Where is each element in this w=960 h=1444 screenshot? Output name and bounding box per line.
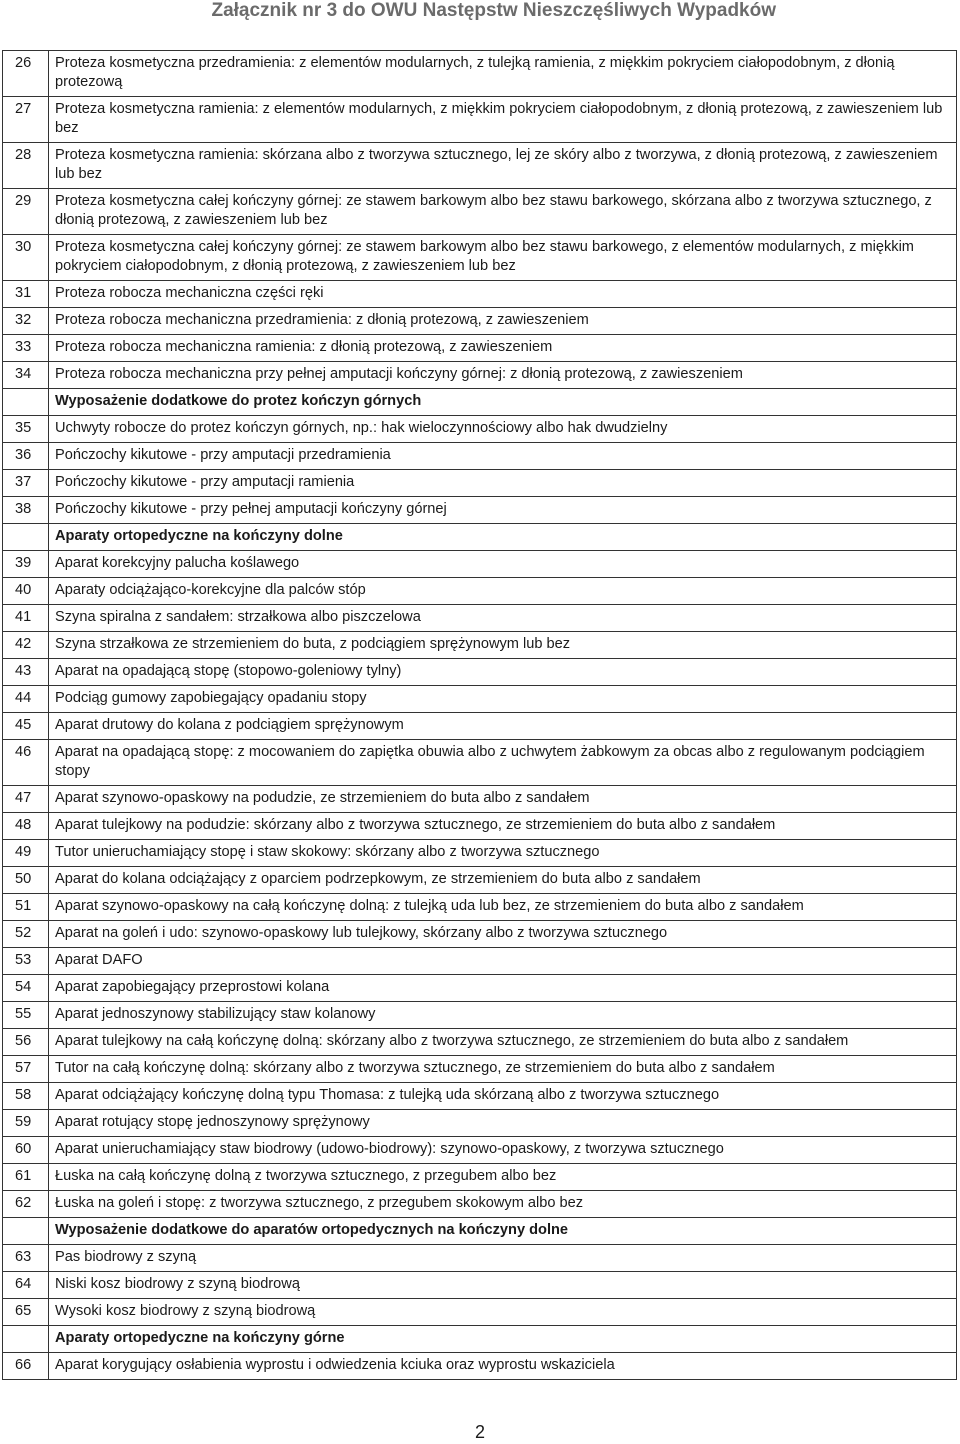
row-number: 35 (3, 416, 49, 443)
row-number: 63 (3, 1245, 49, 1272)
table-row (3, 470, 957, 497)
row-description: Wysoki kosz biodrowy z szyną biodrową (49, 1299, 957, 1326)
table-row (3, 894, 957, 921)
row-number (3, 1326, 49, 1353)
row-description: Pończochy kikutowe - przy pełnej amputacji kończyny górnej (49, 497, 957, 524)
row-number: 65 (3, 1299, 49, 1326)
document-header (0, 0, 960, 26)
row-number: 66 (3, 1353, 49, 1380)
table-row (3, 416, 957, 443)
row-description: Aparat rotujący stopę jednoszynowy sprężynowy (49, 1110, 957, 1137)
row-number: 42 (3, 632, 49, 659)
row-description: Aparat DAFO (49, 948, 957, 975)
row-description: Łuska na całą kończynę dolną z tworzywa sztucznego, z przegubem albo bez (49, 1164, 957, 1191)
row-number: 41 (3, 605, 49, 632)
table-row (3, 813, 957, 840)
table-row (3, 867, 957, 894)
table-row (3, 1353, 957, 1380)
table-row (3, 948, 957, 975)
table-row (3, 1164, 957, 1191)
document-title: Załącznik nr 3 do OWU Następstw Nieszczęśliwych Wypadków (211, 0, 776, 21)
section-header-row (3, 1218, 957, 1245)
table-row (3, 551, 957, 578)
row-description: Szyna strzałkowa ze strzemieniem do buta, z podciągiem sprężynowym lub bez (49, 632, 957, 659)
table-row (3, 786, 957, 813)
row-number: 61 (3, 1164, 49, 1191)
table-row (3, 1002, 957, 1029)
row-description: Proteza kosmetyczna ramienia: z elementów modularnych, z miękkim pokryciem ciałopodobnym, z dłonią protezową, z zawieszeniem lub bez (49, 97, 957, 143)
row-number: 60 (3, 1137, 49, 1164)
row-description: Aparat tulejkowy na całą kończynę dolną: skórzany albo z tworzywa sztucznego, ze strzemieniem do buta albo z sandałem (49, 1029, 957, 1056)
table-row (3, 1056, 957, 1083)
row-number: 54 (3, 975, 49, 1002)
row-number (3, 389, 49, 416)
row-number: 34 (3, 362, 49, 389)
row-number: 52 (3, 921, 49, 948)
page-footer (0, 1422, 960, 1442)
section-title: Aparaty ortopedyczne na kończyny górne (49, 1326, 957, 1353)
row-number: 36 (3, 443, 49, 470)
row-number: 47 (3, 786, 49, 813)
table-row (3, 921, 957, 948)
row-number: 53 (3, 948, 49, 975)
row-number: 40 (3, 578, 49, 605)
row-description: Aparat szynowo-opaskowy na podudzie, ze strzemieniem do buta albo z sandałem (49, 786, 957, 813)
row-number: 45 (3, 713, 49, 740)
row-number: 29 (3, 189, 49, 235)
section-title: Aparaty ortopedyczne na kończyny dolne (49, 524, 957, 551)
row-description: Proteza kosmetyczna przedramienia: z elementów modularnych, z tulejką ramienia, z miękkim pokryciem ciałopodobnym, z dłonią protezową (49, 51, 957, 97)
row-description: Aparaty odciążająco-korekcyjne dla palców stóp (49, 578, 957, 605)
row-number: 64 (3, 1272, 49, 1299)
row-number: 43 (3, 659, 49, 686)
table-row (3, 1191, 957, 1218)
table-row (3, 605, 957, 632)
orthopedic-equipment-table (2, 50, 957, 1380)
row-number: 39 (3, 551, 49, 578)
section-header-row (3, 389, 957, 416)
row-number: 59 (3, 1110, 49, 1137)
row-description: Pończochy kikutowe - przy amputacji ramienia (49, 470, 957, 497)
row-description: Szyna spiralna z sandałem: strzałkowa albo piszczelowa (49, 605, 957, 632)
row-description: Aparat jednoszynowy stabilizujący staw kolanowy (49, 1002, 957, 1029)
table-row (3, 1245, 957, 1272)
row-description: Proteza kosmetyczna całej kończyny górnej: ze stawem barkowym albo bez stawu barkowego, skórzana albo z tworzywa sztucznego, z dłonią protezową, z zawieszeniem lub bez (49, 189, 957, 235)
table-row (3, 1272, 957, 1299)
table-row (3, 443, 957, 470)
table-row (3, 497, 957, 524)
table-row (3, 1083, 957, 1110)
row-description: Proteza robocza mechaniczna ramienia: z dłonią protezową, z zawieszeniem (49, 335, 957, 362)
row-description: Aparat unieruchamiający staw biodrowy (udowo-biodrowy): szynowo-opaskowy, z tworzywa sztucznego (49, 1137, 957, 1164)
row-description: Aparat tulejkowy na podudzie: skórzany albo z tworzywa sztucznego, ze strzemieniem do buta albo z sandałem (49, 813, 957, 840)
table-row (3, 632, 957, 659)
row-number: 32 (3, 308, 49, 335)
row-description: Aparat korekcyjny palucha koślawego (49, 551, 957, 578)
row-description: Łuska na goleń i stopę: z tworzywa sztucznego, z przegubem skokowym albo bez (49, 1191, 957, 1218)
table-row (3, 235, 957, 281)
row-description: Aparat korygujący osłabienia wyprostu i odwiedzenia kciuka oraz wyprostu wskaziciela (49, 1353, 957, 1380)
section-title: Wyposażenie dodatkowe do protez kończyn górnych (49, 389, 957, 416)
row-number: 49 (3, 840, 49, 867)
row-number: 55 (3, 1002, 49, 1029)
row-number: 51 (3, 894, 49, 921)
table-row (3, 281, 957, 308)
row-description: Proteza robocza mechaniczna przedramienia: z dłonią protezową, z zawieszeniem (49, 308, 957, 335)
row-description: Aparat drutowy do kolana z podciągiem sprężynowym (49, 713, 957, 740)
row-number: 44 (3, 686, 49, 713)
row-number (3, 524, 49, 551)
table-row (3, 189, 957, 235)
row-number: 58 (3, 1083, 49, 1110)
row-number: 50 (3, 867, 49, 894)
table-body (3, 51, 957, 1380)
table-row (3, 362, 957, 389)
row-number: 26 (3, 51, 49, 97)
row-number: 46 (3, 740, 49, 786)
row-description: Uchwyty robocze do protez kończyn górnych, np.: hak wieloczynnościowy albo hak dwudzielny (49, 416, 957, 443)
row-description: Proteza robocza mechaniczna przy pełnej amputacji kończyny górnej: z dłonią protezową, z zawieszeniem (49, 362, 957, 389)
table-row (3, 1110, 957, 1137)
table-row (3, 1299, 957, 1326)
orthopedic-equipment-table-container (2, 50, 957, 1380)
row-number: 62 (3, 1191, 49, 1218)
row-description: Proteza robocza mechaniczna części ręki (49, 281, 957, 308)
row-description: Niski kosz biodrowy z szyną biodrową (49, 1272, 957, 1299)
table-row (3, 659, 957, 686)
table-row (3, 740, 957, 786)
row-description: Aparat odciążający kończynę dolną typu Thomasa: z tulejką uda skórzaną albo z tworzywa sztucznego (49, 1083, 957, 1110)
section-header-row (3, 524, 957, 551)
table-row (3, 840, 957, 867)
row-description: Aparat zapobiegający przeprostowi kolana (49, 975, 957, 1002)
row-description: Pończochy kikutowe - przy amputacji przedramienia (49, 443, 957, 470)
table-row (3, 1137, 957, 1164)
table-row (3, 686, 957, 713)
row-number: 57 (3, 1056, 49, 1083)
table-row (3, 308, 957, 335)
row-description: Aparat szynowo-opaskowy na całą kończynę dolną: z tulejką uda lub bez, ze strzemieniem do buta albo z sandałem (49, 894, 957, 921)
row-description: Aparat do kolana odciążający z oparciem podrzepkowym, ze strzemieniem do buta albo z sandałem (49, 867, 957, 894)
row-number (3, 1218, 49, 1245)
row-description: Proteza kosmetyczna całej kończyny górnej: ze stawem barkowym albo bez stawu barkowego, z elementów modularnych, z miękkim pokryciem ciałopodobnym, z dłonią protezową, z zawieszeniem lub bez (49, 235, 957, 281)
row-description: Pas biodrowy z szyną (49, 1245, 957, 1272)
section-title: Wyposażenie dodatkowe do aparatów ortopedycznych na kończyny dolne (49, 1218, 957, 1245)
row-description: Tutor unieruchamiający stopę i staw skokowy: skórzany albo z tworzywa sztucznego (49, 840, 957, 867)
row-number: 33 (3, 335, 49, 362)
row-number: 56 (3, 1029, 49, 1056)
table-row (3, 975, 957, 1002)
table-row (3, 578, 957, 605)
row-description: Aparat na goleń i udo: szynowo-opaskowy lub tulejkowy, skórzany albo z tworzywa sztucznego (49, 921, 957, 948)
table-row (3, 97, 957, 143)
table-row (3, 335, 957, 362)
table-row (3, 143, 957, 189)
row-number: 28 (3, 143, 49, 189)
row-number: 30 (3, 235, 49, 281)
row-description: Proteza kosmetyczna ramienia: skórzana albo z tworzywa sztucznego, lej ze skóry albo z tworzywa, z dłonią protezową, z zawieszeniem lub bez (49, 143, 957, 189)
row-number: 31 (3, 281, 49, 308)
row-description: Aparat na opadającą stopę (stopowo-goleniowy tylny) (49, 659, 957, 686)
table-row (3, 1029, 957, 1056)
row-description: Aparat na opadającą stopę: z mocowaniem do zapiętka obuwia albo z uchwytem żabkowym za obcas albo z regulowanym podciągiem stopy (49, 740, 957, 786)
row-description: Podciąg gumowy zapobiegający opadaniu stopy (49, 686, 957, 713)
row-number: 38 (3, 497, 49, 524)
section-header-row (3, 1326, 957, 1353)
table-row (3, 713, 957, 740)
row-number: 37 (3, 470, 49, 497)
row-description: Tutor na całą kończynę dolną: skórzany albo z tworzywa sztucznego, ze strzemieniem do buta albo z sandałem (49, 1056, 957, 1083)
table-row (3, 51, 957, 97)
row-number: 27 (3, 97, 49, 143)
page-number: 2 (474, 1422, 485, 1442)
row-number: 48 (3, 813, 49, 840)
